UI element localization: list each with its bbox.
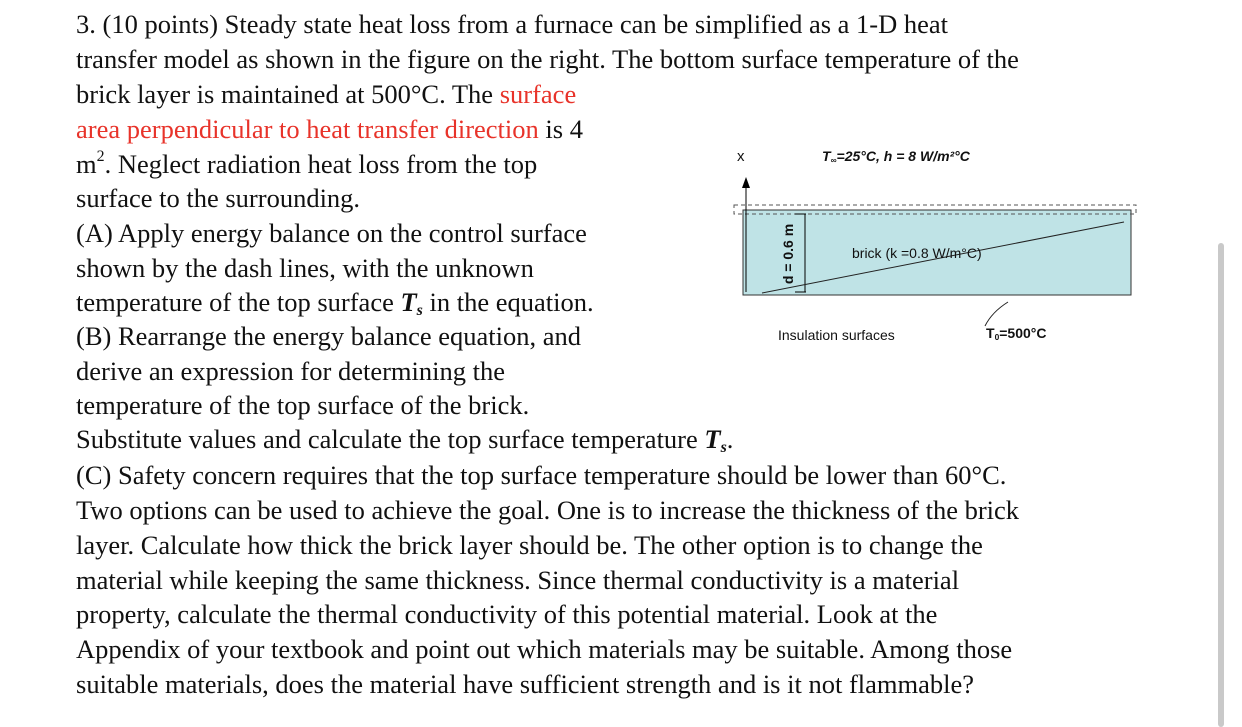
insulation-label: Insulation surfaces	[778, 327, 895, 343]
brick-label: brick (k =0.8 W/m°C)	[852, 245, 982, 261]
subscript: 0	[994, 332, 1000, 343]
variable-T: T	[400, 287, 417, 317]
subscript: ∞	[830, 155, 837, 166]
vertical-scrollbar[interactable]	[1218, 243, 1224, 727]
text-span: (A) Apply energy balance on the control surface	[76, 218, 587, 248]
text-span: in the equation.	[422, 287, 594, 317]
text-span: =25°C, h = 8 W/m²°C	[836, 148, 970, 164]
text-span: transfer model as shown in the figure on the right. The bottom surface temperature of the	[76, 44, 1019, 74]
thickness-label: d = 0.6 m	[780, 223, 796, 285]
text-span: shown by the dash lines, with the unknown	[76, 253, 534, 283]
bottom-temperature-label	[986, 325, 1046, 341]
x-axis-label: x	[737, 148, 745, 165]
text-span: derive an expression for determining the	[76, 356, 506, 386]
text-span: (B) Rearrange the energy balance equation, and	[76, 321, 581, 351]
text-span: temperature of the top surface of the brick.	[76, 390, 530, 420]
text-span: 3. (10 points) Steady state heat loss from a furnace can be simplified as a 1-D heat	[76, 9, 949, 39]
text-span: temperature of the top surface	[76, 287, 401, 317]
text-span: m	[76, 149, 97, 179]
subscript: s	[720, 438, 727, 456]
text-span: material while keeping the same thickness. Since thermal conductivity is a material	[76, 565, 960, 595]
text-span: . Neglect radiation heat loss from the top	[104, 149, 538, 179]
text-span: suitable materials, does the material have sufficient strength and is it not flammable?	[76, 669, 975, 699]
text-span: layer. Calculate how thick the brick layer should be. The other option is to change the	[76, 530, 983, 560]
highlighted-text: surface	[499, 79, 577, 109]
text-span: surface to the surrounding.	[76, 183, 361, 213]
text-span: Substitute values and calculate the top surface temperature	[76, 424, 705, 454]
x-axis-arrowhead	[742, 177, 750, 188]
highlighted-text: area perpendicular to heat transfer direction	[76, 114, 539, 144]
text-span: property, calculate the thermal conductivity of this potential material. Look at the	[76, 599, 938, 629]
text-span: Appendix of your textbook and point out which materials may be suitable. Among those	[76, 634, 1013, 664]
ambient-condition-label	[822, 148, 970, 164]
bottom-temperature-pointer	[985, 302, 1008, 326]
variable-T: T	[704, 424, 721, 454]
text-span: is 4	[538, 114, 583, 144]
text-span: brick layer is maintained at 500°C. The	[76, 79, 500, 109]
text-span: (C) Safety concern requires that the top surface temperature should be lower than 60°C.	[76, 460, 1007, 490]
text-span: Two options can be used to achieve the goal. One is to increase the thickness of the brick	[76, 495, 1020, 525]
text-span: .	[726, 424, 734, 454]
text-span: =500°C	[999, 325, 1047, 341]
subscript: s	[416, 301, 423, 319]
text-span: T	[986, 325, 995, 341]
text-span: T	[822, 148, 831, 164]
superscript: 2	[96, 148, 105, 166]
